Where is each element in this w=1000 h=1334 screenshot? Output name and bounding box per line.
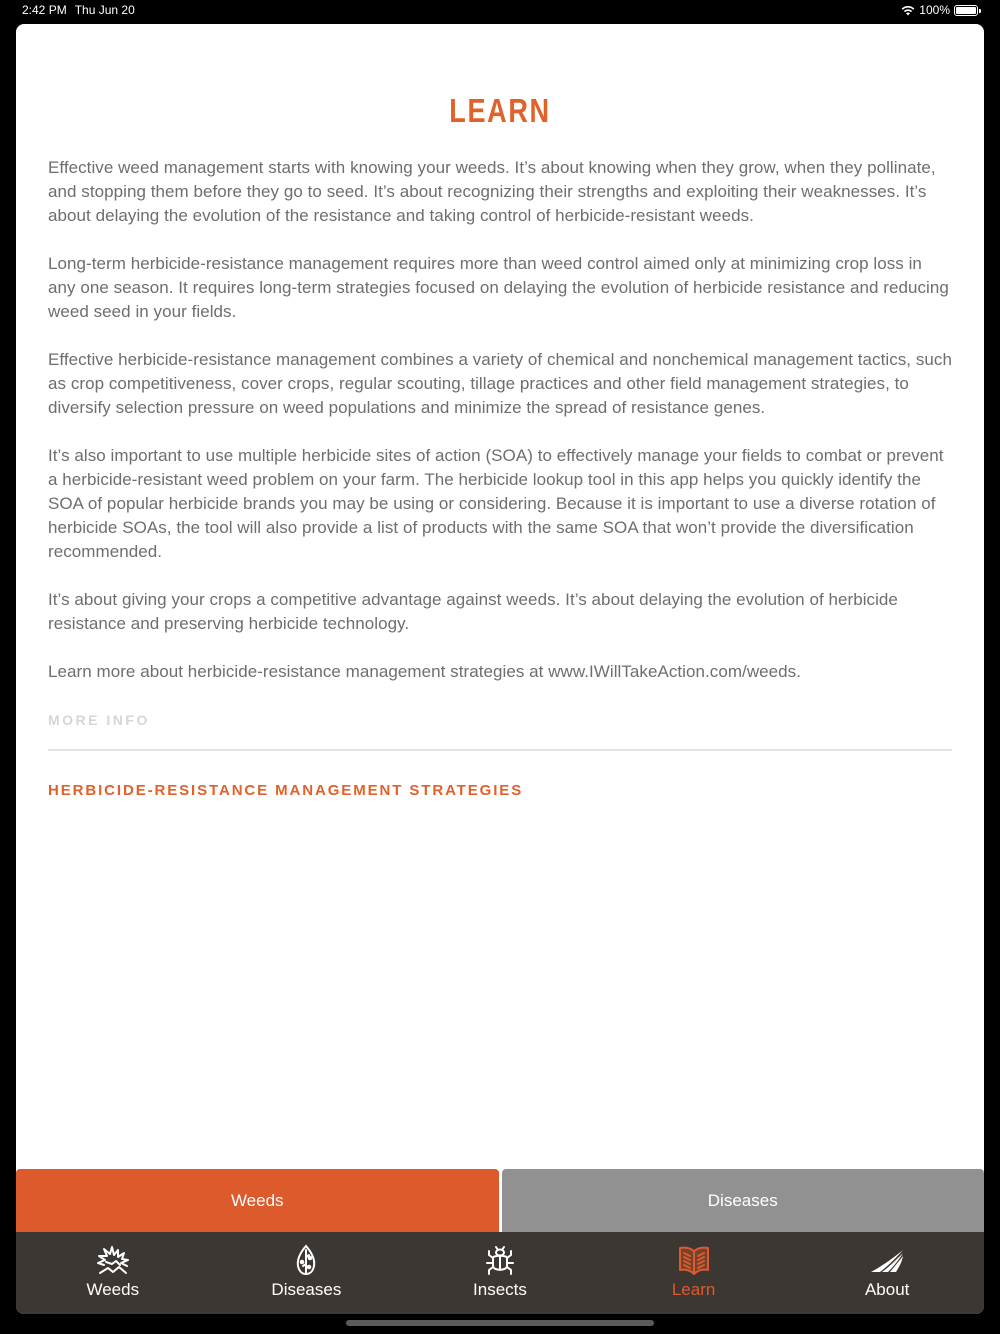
- paragraph: Long-term herbicide-resistance management requires more than weed control aimed only at minimizing crop loss in any one season. It requires long-term strategies focused on delaying the evolution of herbicide resistance and reducing weed seed in your fields.: [48, 254, 949, 321]
- tab-label: Learn: [671, 1280, 716, 1299]
- tab-label: Insects: [473, 1280, 527, 1299]
- segment-diseases[interactable]: Diseases: [502, 1169, 985, 1232]
- status-bar: [0, 0, 1000, 22]
- tab-label: Weeds: [86, 1280, 140, 1299]
- paragraph: Effective herbicide-resistance management combines a variety of chemical and nonchemical management tactics, such as crop competitiveness, cover crops, regular scouting, tillage practices and other field management strategies, to diversify selection pressure on weed populations and minimize the spread of resistance genes.: [48, 350, 952, 417]
- tab-label: About: [864, 1280, 910, 1299]
- status-time-text: 2:42 PM: [22, 3, 67, 17]
- field-rows-icon: [868, 1244, 906, 1276]
- tab-insects[interactable]: [403, 1232, 597, 1314]
- paragraph: Learn more about herbicide-resistance management strategies at www.IWillTakeAction.com/weeds.: [48, 662, 801, 681]
- paragraph: It’s also important to use multiple herbicide sites of action (SOA) to effectively manage your fields to combat or prevent a herbicide-resistant weed problem on your farm. The herbicide lookup tool in this app helps you quickly identify the SOA of popular herbicide brands you may be using or considering. Because it is important to use a diverse rotation of herbicide SOAs, the tool will also provide a list of products with the same SOA that won’t provide the diversification recommended.: [48, 446, 944, 561]
- leaf-disease-icon: [287, 1244, 325, 1276]
- beetle-icon: [481, 1244, 519, 1276]
- paragraph: It’s about giving your crops a competitive advantage against weeds. It’s about delaying the evolution of herbicide resistance and preserving herbicide technology.: [48, 590, 898, 633]
- more-info-heading: MORE INFO: [48, 712, 150, 728]
- main-sheet: [16, 24, 984, 1314]
- tab-diseases[interactable]: [210, 1232, 404, 1314]
- status-indicators: [901, 3, 978, 17]
- herbicide-resistance-strategies-link[interactable]: HERBICIDE-RESISTANCE MANAGEMENT STRATEGIES: [48, 782, 524, 799]
- battery-percent: 100%: [919, 3, 950, 17]
- battery-icon: [954, 5, 978, 16]
- status-time: [22, 3, 135, 17]
- book-icon: [675, 1244, 713, 1276]
- segment-weeds[interactable]: Weeds: [16, 1169, 499, 1232]
- page-title: LEARN: [449, 92, 551, 129]
- home-indicator[interactable]: [346, 1320, 654, 1326]
- paragraph: Effective weed management starts with knowing your weeds. It’s about knowing when they grow, when they pollinate, and stopping them before they go to seed. It’s about recognizing their strengths and exploiting their weaknesses. It’s about delaying the evolution of the resistance and taking control of herbicide-resistant weeds.: [48, 158, 936, 225]
- tab-bar: [16, 1232, 984, 1314]
- tab-learn[interactable]: [597, 1232, 791, 1314]
- content-area: [48, 24, 952, 799]
- tab-about[interactable]: [790, 1232, 984, 1314]
- tab-label: Diseases: [271, 1280, 342, 1299]
- wifi-icon: [901, 5, 915, 16]
- weed-icon: [94, 1244, 132, 1276]
- status-date: Thu Jun 20: [74, 3, 135, 17]
- divider: [48, 749, 952, 751]
- body-text: [48, 156, 952, 684]
- tab-weeds[interactable]: [16, 1232, 210, 1314]
- segmented-control: [16, 1169, 984, 1232]
